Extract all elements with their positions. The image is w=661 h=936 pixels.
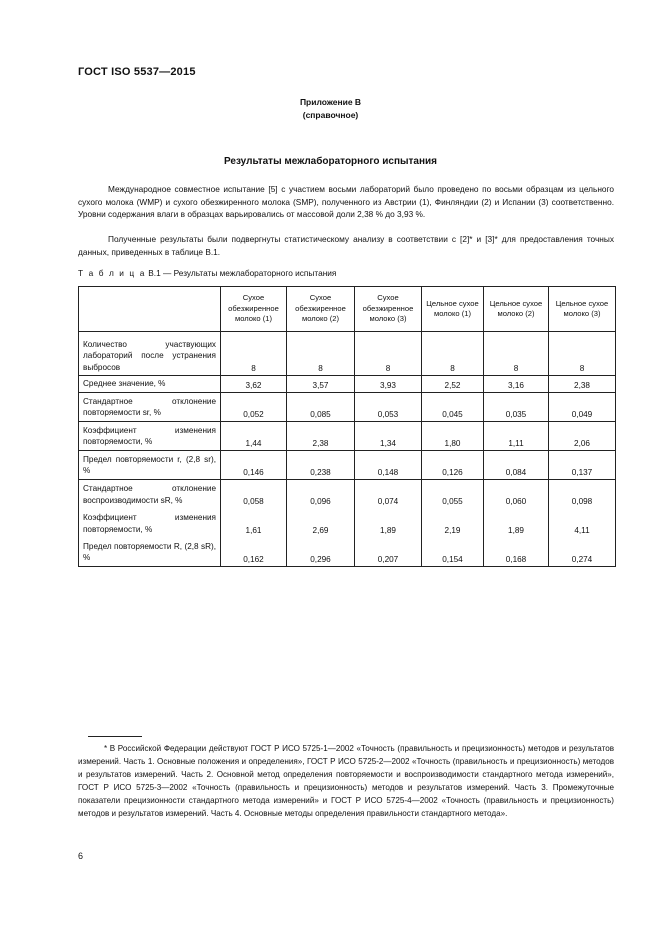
table-cell-value: 1,44 (221, 421, 287, 450)
table-cell-value: 2,06 (549, 421, 616, 450)
table-caption-prefix: Т а б л и ц а (78, 268, 146, 278)
table-caption (78, 268, 336, 278)
table-cell-value: 2,38 (287, 421, 355, 450)
footnote (78, 742, 614, 820)
table-row (79, 479, 616, 508)
table-cell-value: 1,89 (484, 508, 549, 537)
table-row (79, 421, 616, 450)
table-header-cell: Сухое обезжиренное молоко (3) (355, 287, 422, 332)
table-cell-value: 0,296 (287, 537, 355, 566)
table-row (79, 332, 616, 376)
table-cell-value: 3,93 (355, 376, 422, 393)
paragraph-2: Полученные результаты были подвергнуты статистическому анализу в соответствии с [2]* и [3]* для предоставления точных данных, приведенных в таблице В.1. (78, 234, 614, 257)
table-cell-value: 0,049 (549, 392, 616, 421)
table-cell-value: 0,168 (484, 537, 549, 566)
table-cell-value: 0,060 (484, 479, 549, 508)
appendix-note: (справочное) (302, 110, 359, 120)
table-row-label: Коэффициент изменения повторяемости, % (79, 508, 221, 537)
table-cell-value: 0,137 (549, 450, 616, 479)
footnote-text: * В Российской Федерации действуют ГОСТ Р ИСО 5725-1—2002 «Точность (правильность и прецизионность) методов и результатов измерений. Часть 1. Основные положения и определения», ГОСТ Р ИСО 5725-2—2002 «Точность (правильность и прецизионность) методов и результатов измерений. Часть 2. Основной метод определения повторяемости и воспроизводимости стандартного метода измерений», ГОСТ Р ИСО 5725-3—2002 «Точность (правильность и прецизионность) методов и результатов измерений. Часть 3. Промежуточные показатели прецизионности стандартного метода измерений» и ГОСТ Р ИСО 5725-4—2002 «Точность (правильность и прецизионность) методов и результатов измерений. Часть 4. Основные методы определения правильности стандартного метода». (78, 744, 614, 818)
table-cell-value: 0,085 (287, 392, 355, 421)
table-header-cell: Цельное сухое молоко (3) (549, 287, 616, 332)
paragraph-1: Международное совместное испытание [5] с участием восьми лабораторий было проведено по восьми образцам из цельного сухого молока (WMP) и сухого обезжиренного молока (SMP), полученного из Австрии (1), Финляндии (2) и Испании (3) соответственно. Уровни содержания влаги в образцах варьировались от массовой доли 2,38 % до 3,93 %. (78, 184, 614, 220)
table-cell-value: 0,074 (355, 479, 422, 508)
table-cell-value: 8 (355, 332, 422, 376)
footnote-rule (88, 736, 142, 737)
results-table (78, 286, 616, 567)
table-row (79, 392, 616, 421)
table-cell-value: 1,80 (422, 421, 484, 450)
section-title: Результаты межлабораторного испытания (223, 156, 438, 167)
table-header-cell: Сухое обезжиренное молоко (1) (221, 287, 287, 332)
table-cell-value: 0,053 (355, 392, 422, 421)
table-cell-value: 2,52 (422, 376, 484, 393)
table-row-label: Стандартное отклонение воспроизводимости sR, % (79, 479, 221, 508)
table-header-cell: Сухое обезжиренное молоко (2) (287, 287, 355, 332)
table-cell-value: 3,16 (484, 376, 549, 393)
table-row (79, 450, 616, 479)
table-cell-value: 1,11 (484, 421, 549, 450)
table-header-cell: Цельное сухое молоко (1) (422, 287, 484, 332)
table-cell-value: 3,57 (287, 376, 355, 393)
table-row (79, 537, 616, 566)
appendix-title: Приложение В (299, 97, 362, 107)
table-cell-value: 0,098 (549, 479, 616, 508)
table-cell-value: 0,084 (484, 450, 549, 479)
table-cell-value: 0,035 (484, 392, 549, 421)
table-cell-value: 8 (484, 332, 549, 376)
table-cell-value: 2,69 (287, 508, 355, 537)
table-cell-value: 0,126 (422, 450, 484, 479)
table-cell-value: 0,055 (422, 479, 484, 508)
table-cell-value: 0,052 (221, 392, 287, 421)
table-cell-value: 0,154 (422, 537, 484, 566)
table-cell-value: 8 (287, 332, 355, 376)
table-cell-value: 0,096 (287, 479, 355, 508)
table-cell-value: 1,34 (355, 421, 422, 450)
table-header-cell: Цельное сухое молоко (2) (484, 287, 549, 332)
table-row-label: Предел повторяемости R, (2,8 sR), % (79, 537, 221, 566)
table-row-label: Среднее значение, % (79, 376, 221, 393)
table-cell-value: 8 (549, 332, 616, 376)
table-row (79, 508, 616, 537)
table-cell-value: 1,89 (355, 508, 422, 537)
table-cell-value: 0,207 (355, 537, 422, 566)
table-cell-value: 0,238 (287, 450, 355, 479)
page-number: 6 (78, 851, 84, 861)
page-header-standard: ГОСТ ISO 5537—2015 (78, 66, 196, 78)
table-caption-text: В.1 — Результаты межлабораторного испытания (145, 268, 337, 278)
table-cell-value: 8 (422, 332, 484, 376)
table-header-row (79, 287, 616, 332)
table-row-label: Коэффициент изменения повторяемости, % (79, 421, 221, 450)
table-cell-value: 4,11 (549, 508, 616, 537)
table-row-label: Стандартное отклонение повторяемости sr, % (79, 392, 221, 421)
appendix-heading (0, 96, 661, 122)
table-cell-value: 0,058 (221, 479, 287, 508)
table-cell-value: 0,274 (549, 537, 616, 566)
table-cell-value: 0,045 (422, 392, 484, 421)
table-header-empty (79, 287, 221, 332)
table-cell-value: 8 (221, 332, 287, 376)
table-cell-value: 0,148 (355, 450, 422, 479)
table-row (79, 376, 616, 393)
table-cell-value: 0,146 (221, 450, 287, 479)
table-cell-value: 2,38 (549, 376, 616, 393)
table-cell-value: 3,62 (221, 376, 287, 393)
table-row-label: Количество участвующих лабораторий после устранения выбросов (79, 332, 221, 376)
table-cell-value: 0,162 (221, 537, 287, 566)
table-cell-value: 2,19 (422, 508, 484, 537)
table-row-label: Предел повторяемости r, (2,8 sr), % (79, 450, 221, 479)
table-cell-value: 1,61 (221, 508, 287, 537)
